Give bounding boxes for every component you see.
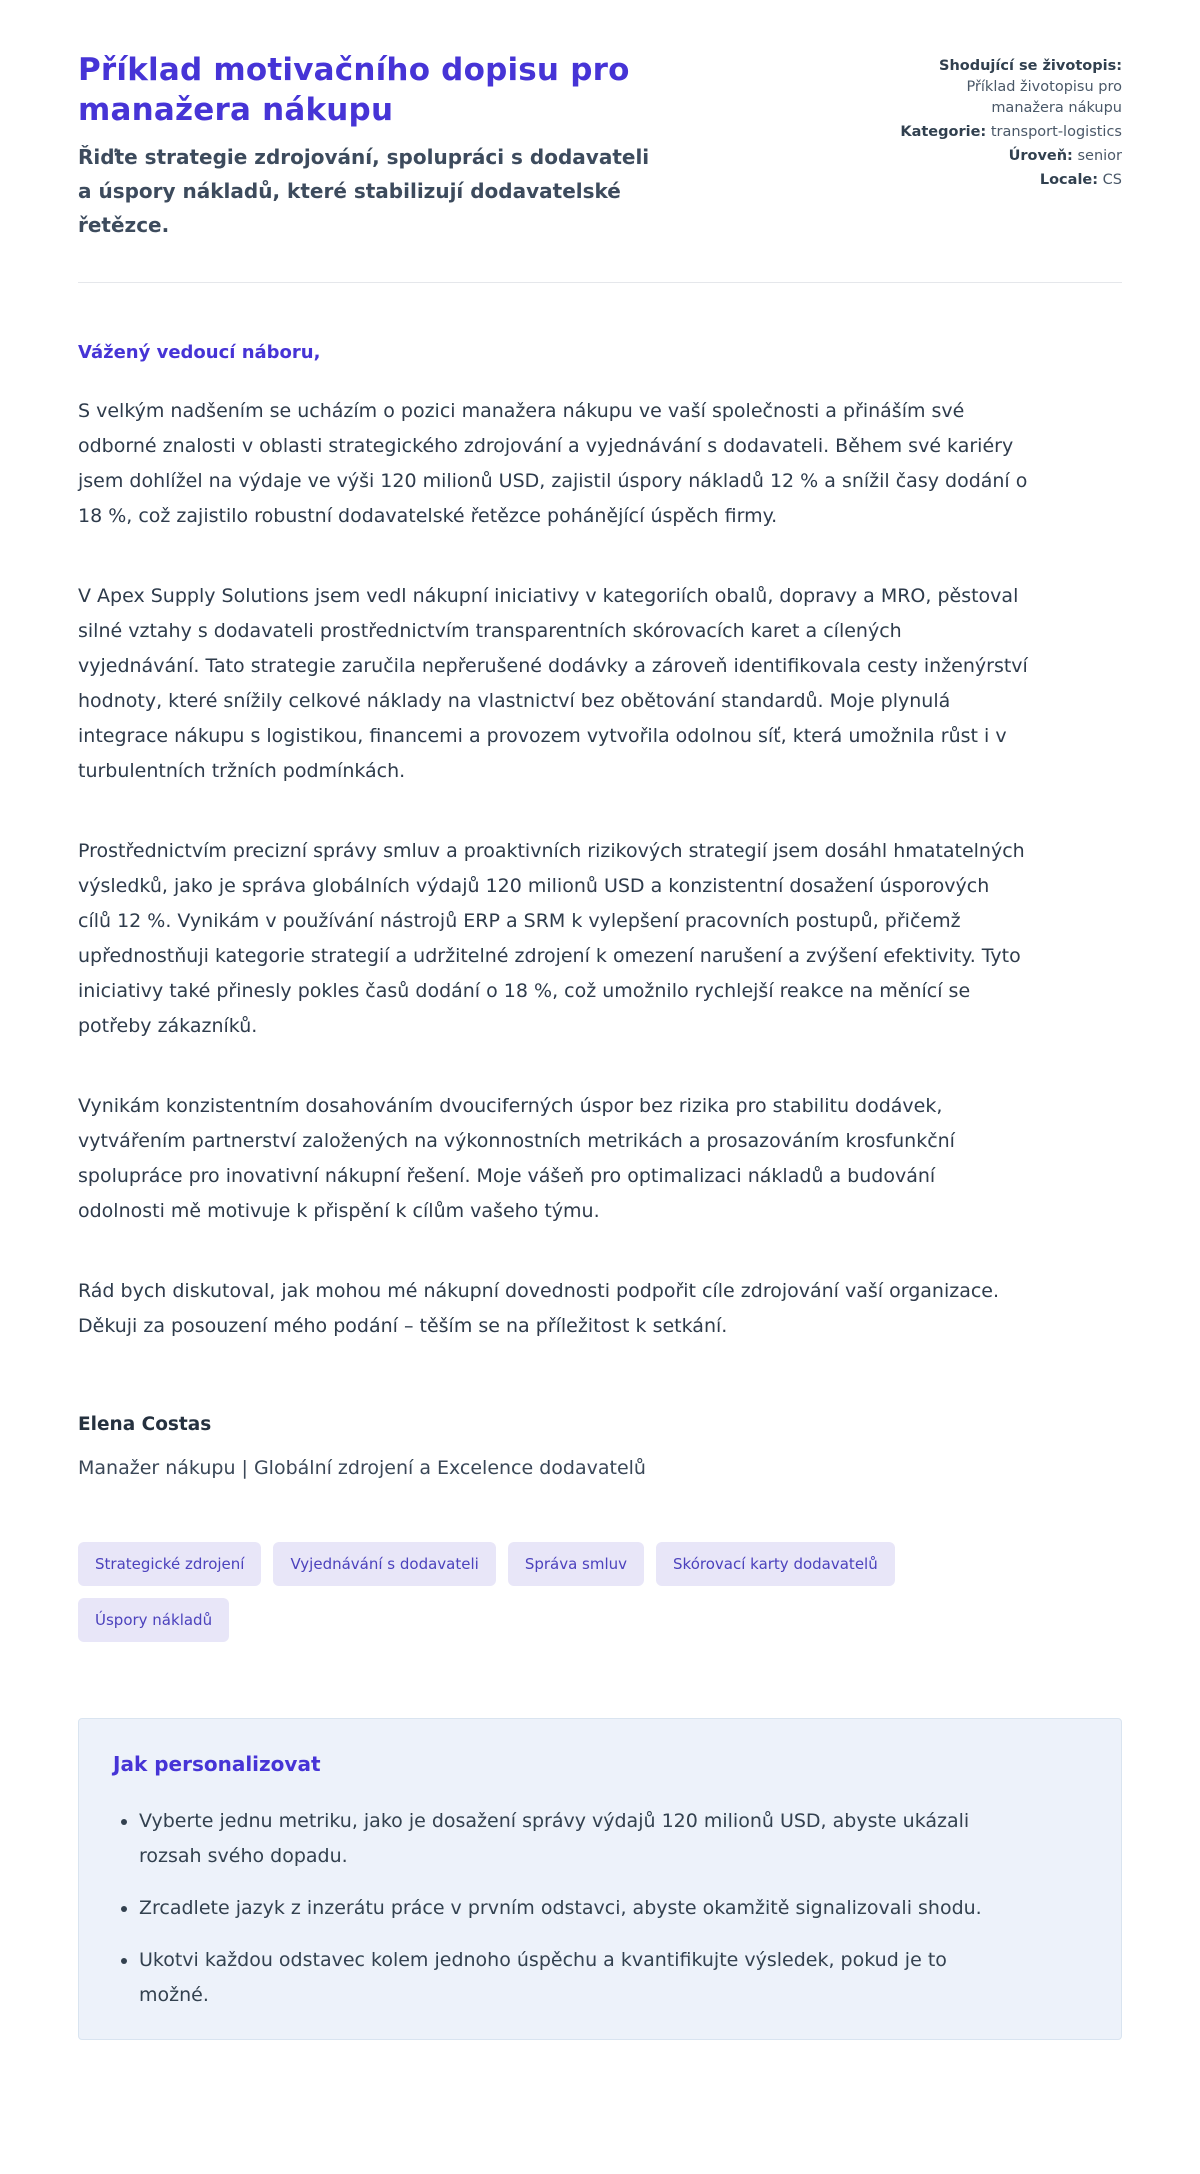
letter-paragraph-3: Prostřednictvím precizní správy smluv a proaktivních rizikových strategií jsem dosáhl hmatatelných výsledků, jako je správa globálních výdajů 120 milionů USD a konzistentní dosažení úsporových cílů 12 %. Vynikám v používání nástrojů ERP a SRM k vylepšení pracovních postupů, přičemž upřednostňuji kategorie strategií a udržitelné zdrojení k omezení narušení a zvýšení efektivity. Tyto iniciativy také přinesly pokles časů dodání o 18 %, což umožnilo rychlejší reakce na měnící se potřeby zákazníků. <box>78 840 1025 1037</box>
meta-label-locale: Locale: <box>1039 172 1099 188</box>
meta-row-locale <box>890 170 1122 191</box>
letter-paragraph-5: Rád bych diskutoval, jak mohou mé nákupní dovednosti podpořit cíle zdrojování vaší organizace. Děkuji za posouzení mého podání – těším se na příležitost k setkání. <box>78 1280 1000 1337</box>
tips-list <box>113 1804 1087 2013</box>
tag-chip-contract-management: Správa smluv <box>508 1542 644 1586</box>
tag-chip-supplier-negotiation: Vyjednávání s dodavateli <box>273 1542 495 1586</box>
signature-title: Manažer nákupu | Globální zdrojení a Excelence dodavatelů <box>78 1457 646 1479</box>
header-divider <box>78 282 1122 283</box>
meta-value-category: transport-logistics <box>990 124 1122 140</box>
meta-value-locale: CS <box>1102 172 1122 188</box>
tag-list <box>78 1542 958 1642</box>
page-header <box>78 50 1122 242</box>
meta-row-category <box>890 122 1122 143</box>
letter-paragraph-2: V Apex Supply Solutions jsem vedl nákupní iniciativy v kategoriích obalů, dopravy a MRO, pěstoval silné vztahy s dodavateli prostřednictvím transparentních skórovacích karet a cílených vyjednávání. Tato strategie zaručila nepřerušené dodávky a zároveň identifikovala cesty inženýrství hodnoty, které snížily celkové náklady na vlastnictví bez obětování standardů. Moje plynulá integrace nákupu s logistikou, financemi a provozem vytvořila odolnou síť, která umožnila růst i v turbulentních tržních podmínkách. <box>78 585 1028 782</box>
meta-label-category: Kategorie: <box>900 124 987 140</box>
meta-value-level: senior <box>1077 148 1122 164</box>
tip-item-1: • Vyberte jednu metriku, jako je dosažení správy výdajů 120 milionů USD, abyste ukázali rozsah svého dopadu. <box>139 1804 989 1874</box>
signature-name: Elena Costas <box>78 1414 212 1435</box>
meta-value-matching-resume: Příklad životopisu pro manažera nákupu <box>966 79 1122 116</box>
letter-paragraph-4: Vynikám konzistentním dosahováním dvouciferných úspor bez rizika pro stabilitu dodávek, vytvářením partnerství založených na výkonnostních metrikách a prosazováním krosfunkční spolupráce pro inovativní nákupní řešení. Moje vášeň pro optimalizaci nákladů a budování odolnosti mě motivuje k přispění k cílům vašeho týmu. <box>78 1095 955 1222</box>
tag-chip-strategic-sourcing: Strategické zdrojení <box>78 1542 261 1586</box>
page-title: Příklad motivačního dopisu pro manažera nákupu <box>78 52 630 128</box>
tip-item-2: • Zrcadlete jazyk z inzerátu práce v prvním odstavci, abyste okamžitě signalizovali shodu. <box>139 1891 989 1926</box>
meta-row-level <box>890 146 1122 167</box>
page-subtitle: Řiďte strategie zdrojování, spolupráci s dodavateli a úspory nákladů, které stabilizují dodavatelské řetězce. <box>78 145 650 237</box>
meta-label-level: Úroveň: <box>1008 148 1073 164</box>
letter-greeting: Vážený vedoucí náboru, <box>78 342 321 363</box>
personalization-tips-box <box>78 1718 1122 2040</box>
letter-paragraph-1: S velkým nadšením se ucházím o pozici manažera nákupu ve vaší společnosti a přináším své odborné znalosti v oblasti strategického zdrojování a vyjednávání s dodavateli. Během své kariéry jsem dohlížel na výdaje ve výši 120 milionů USD, zajistil úspory nákladů 12 % a snížil časy dodání o 18 %, což zajistilo robustní dodavatelské řetězce pohánějící úspěch firmy. <box>78 400 1028 527</box>
letter-body <box>78 340 1122 1482</box>
meta-label-matching-resume: Shodující se životopis: <box>939 58 1122 74</box>
meta-row-matching-resume <box>890 56 1122 119</box>
tag-chip-cost-savings: Úspory nákladů <box>78 1598 229 1642</box>
tag-chip-supplier-scorecards: Skórovací karty dodavatelů <box>656 1542 895 1586</box>
header-title-block <box>78 50 718 242</box>
tips-heading: Jak personalizovat <box>113 1752 321 1776</box>
tip-item-3: • Ukotvi každou odstavec kolem jednoho úspěchu a kvantifikujte výsledek, pokud je to možné. <box>139 1943 989 2013</box>
meta-panel <box>890 50 1122 194</box>
